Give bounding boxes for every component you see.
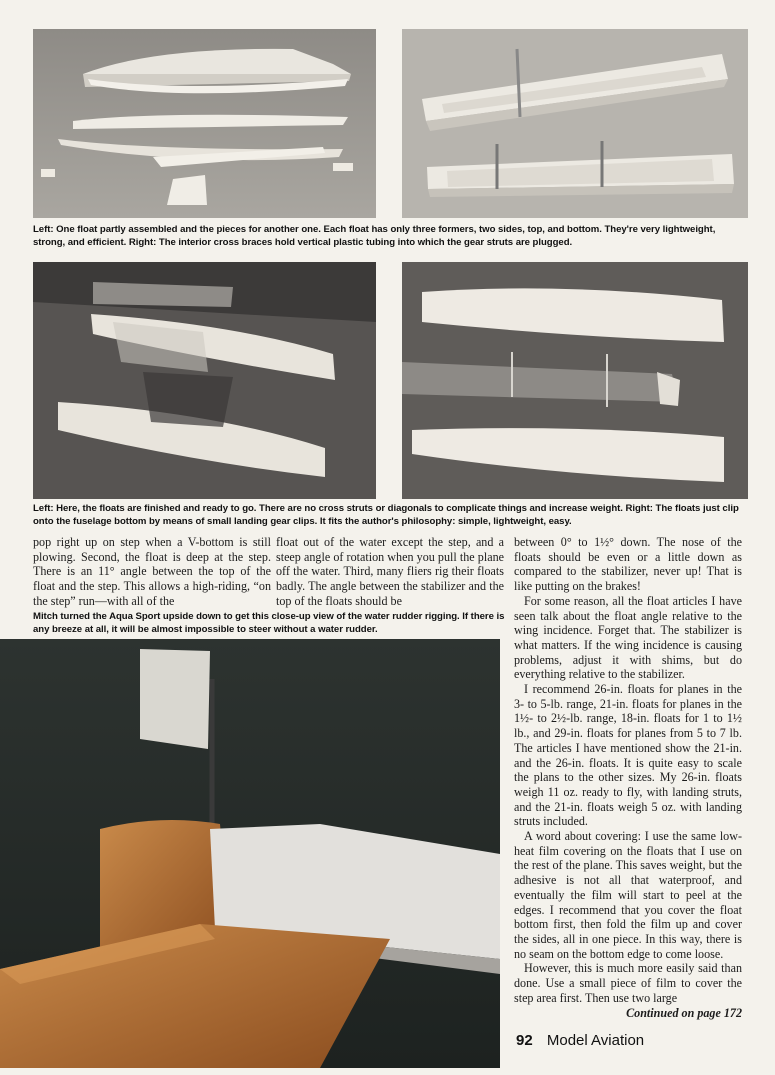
column-3-paragraph-5: However, this is much more easily said than done. Use a small piece of film to cover the step area first. Then use two large bbox=[514, 961, 742, 1005]
finished-floats-photo bbox=[33, 262, 376, 499]
page-number: 92 bbox=[516, 1032, 533, 1049]
top-photo-caption: Left: One float partly assembled and the pieces for another one. Each float has only three formers, two sides, top, and bottom. They're very lightweight, strong, and efficient. Right: The interior cross braces hold vertical plastic tubing into which the gear struts are plugged. bbox=[33, 224, 716, 248]
column-3-paragraph-2: For some reason, all the float articles I have seen talk about the float angle relative to the wing incidence. Forget that. The stabilizer is what matters. If the wing incidence is causing problems, adjust it with shims, but do everything relative to the stabilizer. bbox=[514, 593, 742, 682]
rudder-photo-caption: Mitch turned the Aqua Sport upside down to get this close-up view of the water rudder rigging. If there is any breeze at all, it will be almost impossible to steer without a water rudder. bbox=[33, 611, 505, 635]
column-3-paragraph-1: between 0° to 1½° down. The nose of the floats should be even or a little down as compared to the stabilizer, never up! That is like putting on the brakes! bbox=[514, 535, 742, 594]
float-interior-photo bbox=[402, 29, 748, 218]
text-column-2 bbox=[276, 535, 504, 609]
magazine-title: Model Aviation bbox=[546, 1032, 645, 1049]
text-column-1 bbox=[33, 535, 271, 609]
continued-note: Continued on page 172 bbox=[626, 1005, 742, 1020]
text-column-3 bbox=[514, 535, 742, 1020]
water-rudder-photo bbox=[0, 639, 500, 1068]
middle-photo-caption: Left: Here, the floats are finished and ready to go. There are no cross struts or diagonals to complicate things and increase weight. Right: The floats just clip onto the fuselage bottom by means of small landing gear clips. It fits the author's philosophy: simple, lightweight, easy. bbox=[33, 503, 739, 527]
column-3-paragraph-4: A word about covering: I use the same low-heat film covering on the floats that I use on the rest of the plane. This saves weight, but the adhesive is not all that waterproof, and eventually the film will start to peel at the edges. I recommend that you cover the float bottom first, then fold the film up and cover the sides, all in one piece. In this way, there is no seam on the bottom edge to come loose. bbox=[514, 829, 742, 961]
page-footer bbox=[516, 1032, 644, 1049]
floats-on-fuselage-photo bbox=[402, 262, 748, 499]
float-parts-photo bbox=[33, 29, 376, 218]
column-2-paragraph: float out of the water except the step, and a steep angle of rotation when you pull the plane off the water. Third, many fliers rig their floats badly. The angle between the stabilizer and the top of the floats should be bbox=[276, 535, 504, 608]
column-1-paragraph: pop right up on step when a V-bottom is still plowing. Second, the float is deep at the step. There is an 11° angle between the top of the float and the step. This allows a high-riding, “on the step” run—with all of the bbox=[33, 535, 271, 608]
column-3-paragraph-3: I recommend 26-in. floats for planes in the 3- to 5-lb. range, 21-in. floats for planes in the 1½- to 2½-lb. range, 18-in. floats for 1 to 1½ lb., and 29-in. floats for planes from 5 to 7 lb. The articles I have mentioned show the 21-in. and the 26-in. floats. It is quite easy to scale the plans to the other sizes. My 26-in. floats weigh 11 oz. ready to fly, with landing struts, and the 21-in. floats weigh 5 oz. with landing struts included. bbox=[514, 682, 742, 829]
